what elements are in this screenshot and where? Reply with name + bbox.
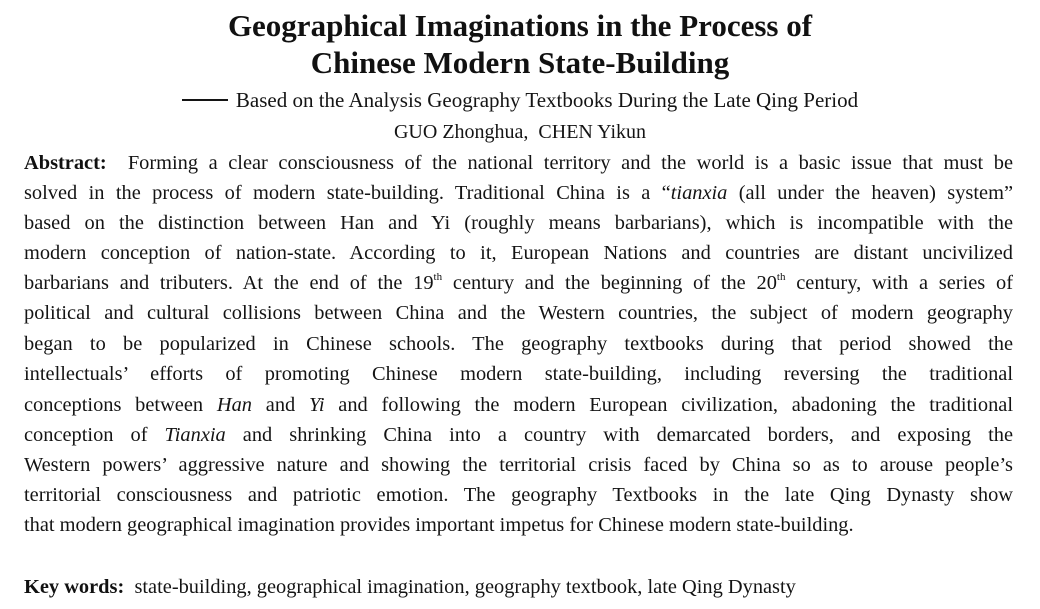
abstract-text: solved in the process of modern state-building. Traditional China is a “: [24, 182, 671, 204]
abstract-text: barbarians and tributers. At the end of the 19: [24, 272, 434, 294]
abstract-text: century, with a series of: [785, 272, 1013, 294]
paper-title-line-2: Chinese Modern State-Building: [310, 45, 730, 80]
abstract-italic-term: tianxia: [670, 182, 728, 204]
paper-subtitle: [0, 85, 1040, 115]
abstract-line: based on the distinction between Han and Yi (roughly means barbarians), which is incompatible with the: [24, 212, 1013, 234]
abstract-line: intellectuals’ efforts of promoting Chinese modern state-building, including reversing the traditional: [24, 363, 1013, 385]
keywords-text: state-building, geographical imagination, geography textbook, late Qing Dynasty: [134, 576, 796, 598]
abstract-line: modern conception of nation-state. According to it, European Nations and countries are distant uncivilized: [24, 242, 1013, 264]
abstract-text: Forming a clear consciousness of the national territory and the world is a basic issue that must be: [127, 152, 1013, 174]
abstract-text: conception of: [24, 424, 165, 446]
paper-title-line-1: Geographical Imaginations in the Process of: [227, 8, 813, 43]
abstract-line: that modern geographical imagination provides important impetus for Chinese modern state-building.: [24, 514, 854, 536]
paper-authors: GUO Zhonghua, CHEN Yikun: [393, 121, 647, 143]
abstract-label: Abstract:: [24, 152, 107, 174]
abstract-line: [24, 420, 1013, 450]
abstract-text: and: [252, 394, 309, 416]
abstract-text: (all under the heaven) system”: [727, 182, 1013, 204]
abstract-text: and shrinking China into a country with demarcated borders, and exposing the: [225, 424, 1013, 446]
abstract-line: [24, 390, 1013, 420]
ordinal-superscript: th: [433, 271, 443, 283]
abstract-line: political and cultural collisions between China and the Western countries, the subject of modern geography: [24, 302, 1013, 324]
abstract-italic-term: Han: [216, 394, 252, 416]
abstract-text: century and the beginning of the 20: [442, 272, 777, 294]
abstract-line: began to be popularized in Chinese schools. The geography textbooks during that period showed the: [24, 333, 1013, 355]
abstract-line: [24, 178, 1013, 208]
abstract-italic-term: Tianxia: [164, 424, 226, 446]
keywords-label: Key words:: [24, 576, 125, 598]
abstract-line: territorial consciousness and patriotic emotion. The geography Textbooks in the late Qing Dynasty show: [24, 484, 1013, 506]
abstract-line: [24, 148, 1013, 178]
abstract-line: Western powers’ aggressive nature and showing the territorial crisis faced by China so as to arouse people’s: [24, 454, 1013, 476]
ordinal-superscript: th: [776, 271, 786, 283]
abstract-text: conceptions between: [24, 394, 217, 416]
subtitle-dash: [182, 99, 228, 101]
keywords-section: [24, 572, 1013, 602]
abstract-text: and following the modern European civilization, abadoning the traditional: [324, 394, 1013, 416]
abstract-line: [24, 268, 1013, 298]
abstract-italic-term: Yi: [309, 394, 325, 416]
subtitle-text: Based on the Analysis Geography Textbooks During the Late Qing Period: [235, 88, 859, 112]
